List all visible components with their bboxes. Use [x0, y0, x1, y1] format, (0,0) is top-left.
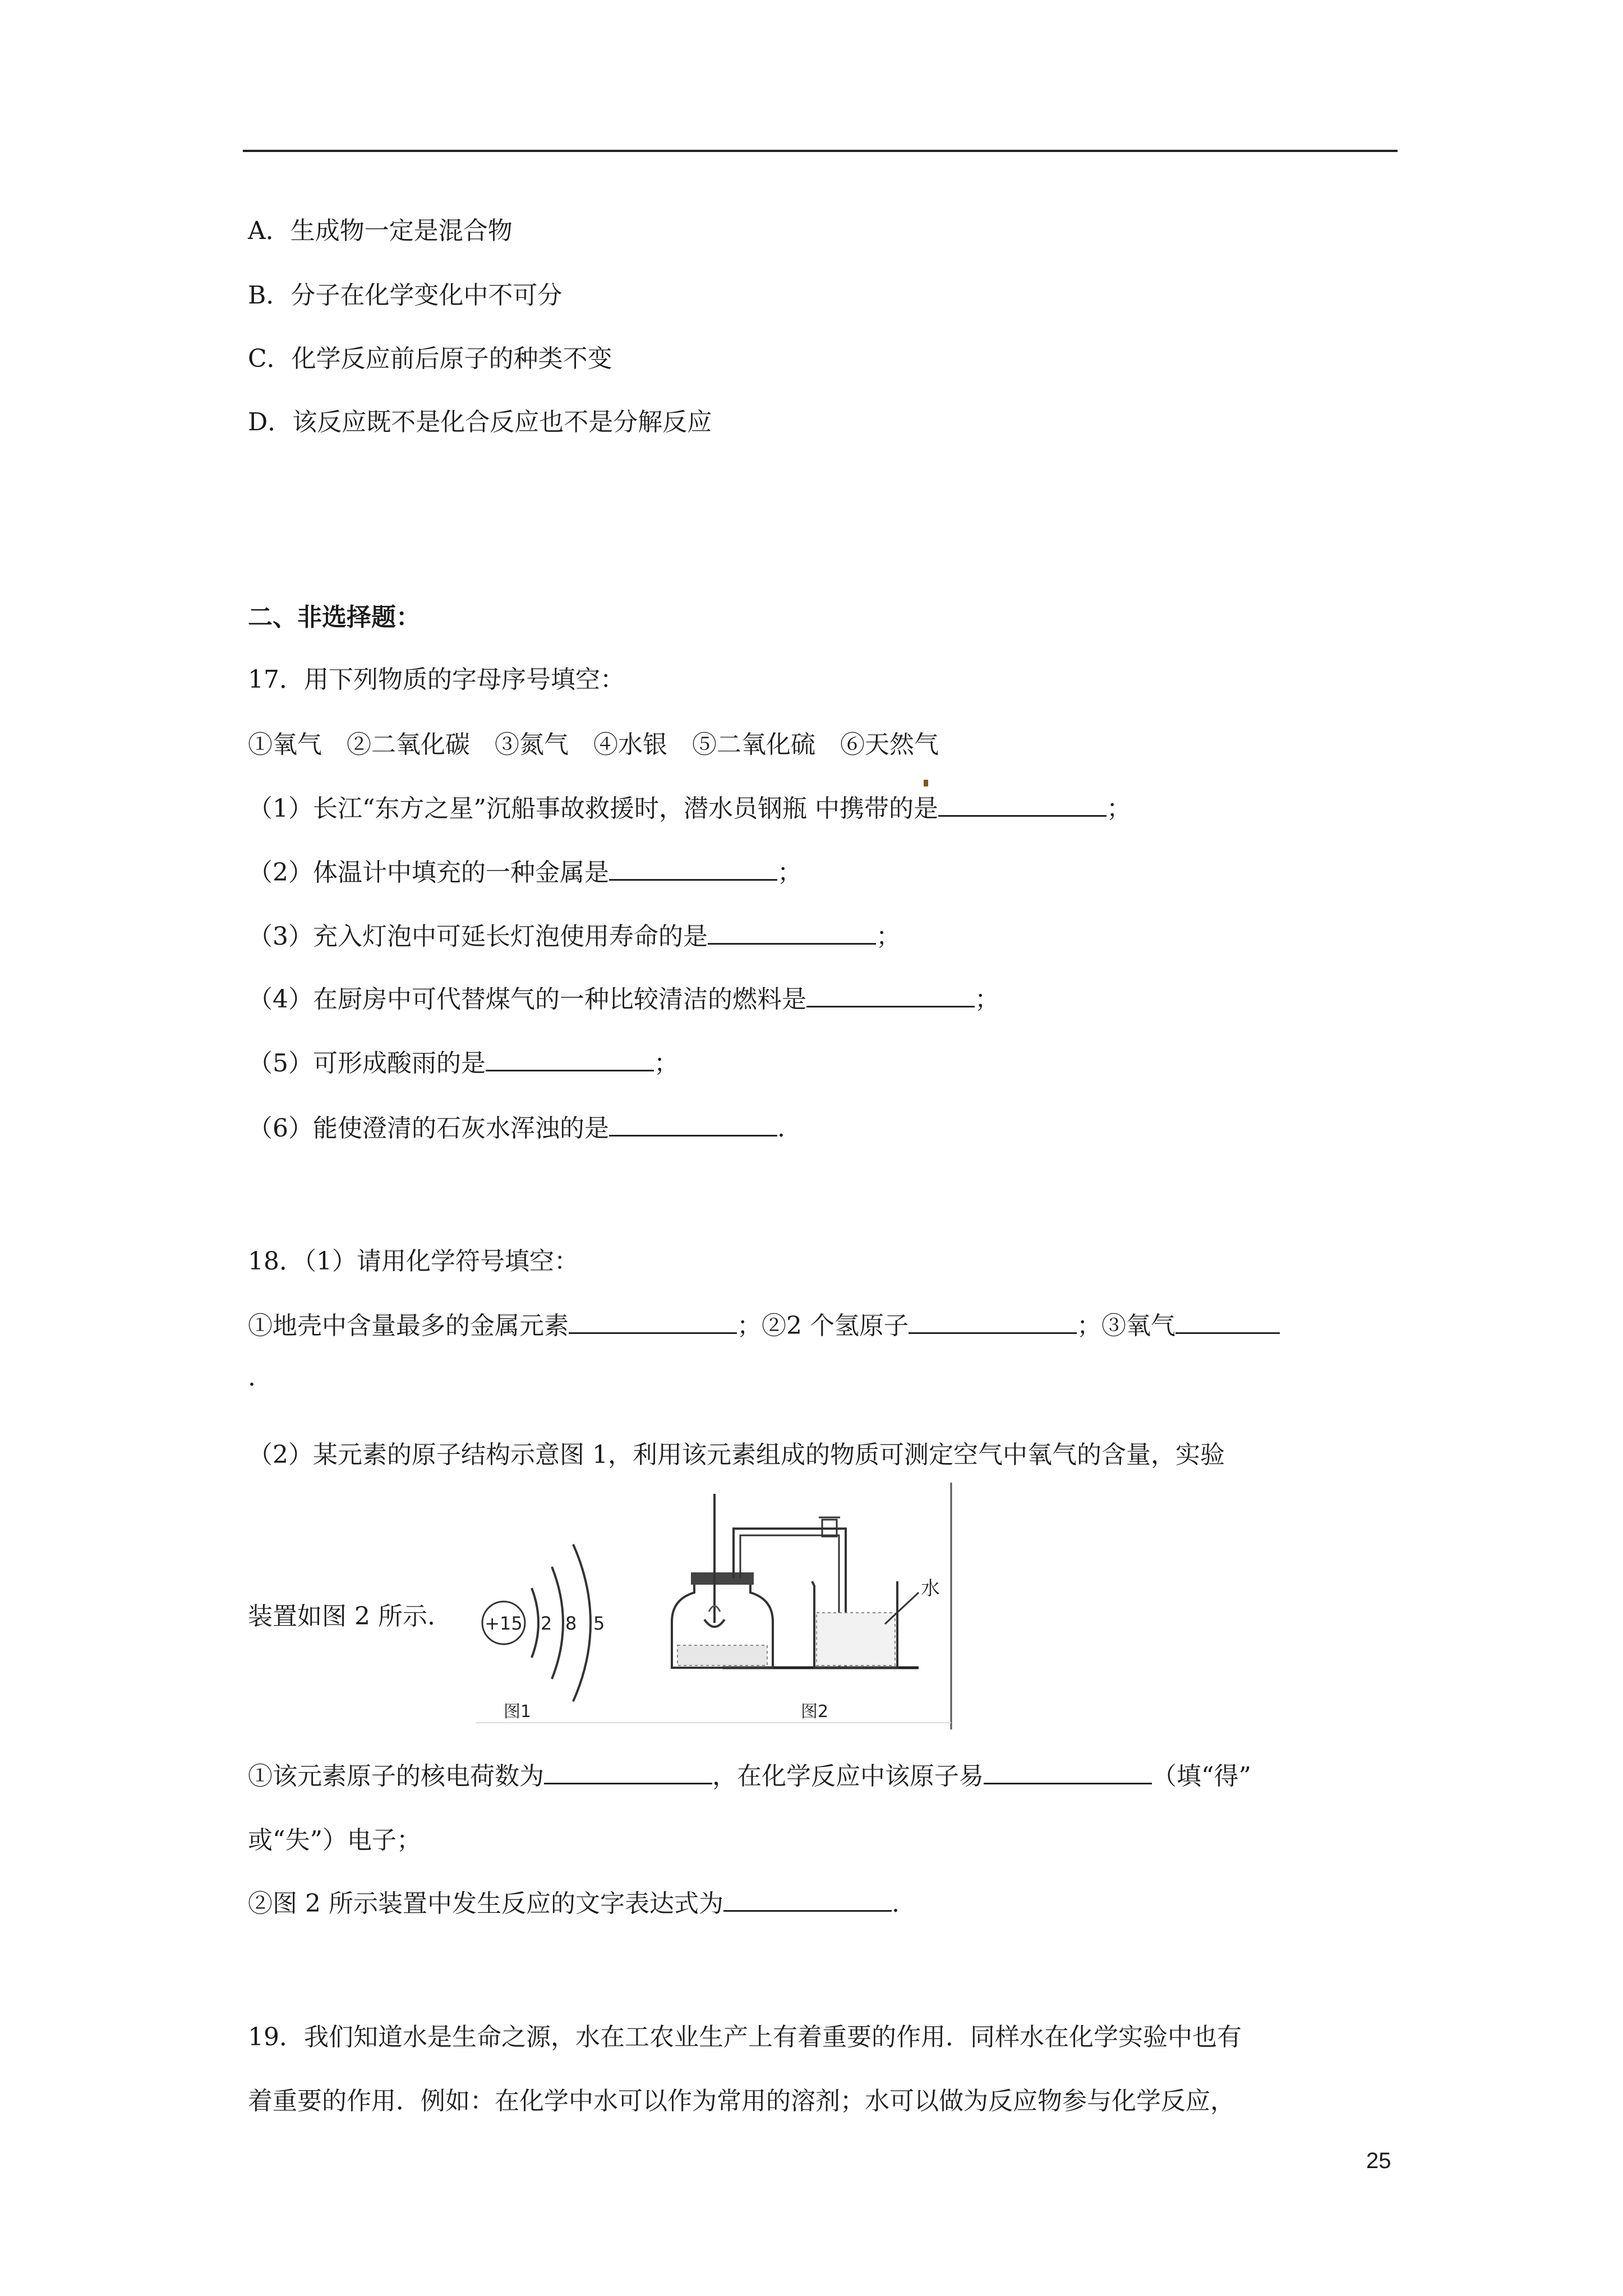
shell-label-2: 8 [565, 1613, 577, 1634]
figure-svg [476, 1483, 953, 1729]
q17-item-4-blank[interactable] [806, 983, 975, 1007]
q17-item-5 [248, 1047, 679, 1080]
q17-item-1 [248, 792, 1131, 826]
q18-sub2-end: . [891, 1889, 900, 1918]
atom-diagram [482, 1544, 605, 1722]
q17-item-6-end: . [777, 1114, 785, 1143]
q18-sub1-text-c: （填“得” [1152, 1762, 1251, 1791]
page-number: 25 [1366, 2148, 1391, 2173]
q17-item-3-text: （3）充入灯泡中可延长灯泡使用寿命的是 [248, 922, 708, 951]
q18-blank-3[interactable] [1175, 1310, 1280, 1334]
q18-blank-4[interactable] [544, 1760, 712, 1784]
q17-item-5-text: （5）可形成酸雨的是 [248, 1049, 486, 1078]
q18-part2: （2）某元素的原子结构示意图 1，利用该元素组成的物质可测定空气中氧气的含量，实验 [248, 1441, 1225, 1469]
q17-item-1-end: ； [1106, 794, 1131, 823]
header-rule [243, 150, 1398, 152]
shell-arc-1 [532, 1588, 538, 1658]
q17-item-6 [248, 1112, 785, 1145]
q17-item-4-end: ； [975, 985, 999, 1014]
option-c: C．化学反应前后原子的种类不变 [248, 344, 612, 373]
q18-l1-text-b: ；②2 个氢原子 [737, 1312, 909, 1340]
q18-l1-text-a: ①地壳中含量最多的金属元素 [248, 1312, 569, 1340]
q18-blank-5[interactable] [984, 1760, 1152, 1784]
q17-item-1-blank[interactable] [938, 793, 1106, 817]
q17-choices: ①氧气 ②二氧化碳 ③氮气 ④水银 ⑤二氧化硫 ⑥天然气 [248, 730, 939, 759]
q18-sub-1-cont: 或“失”）电子； [248, 1826, 421, 1855]
q18-sub2-text: ②图 2 所示装置中发生反应的文字表达式为 [248, 1889, 723, 1918]
q17-item-2 [248, 856, 802, 890]
option-a: A．生成物一定是混合物 [248, 217, 513, 245]
q18-part2-cont: 装置如图 2 所示. [248, 1602, 435, 1631]
q17-item-5-blank[interactable] [486, 1047, 654, 1071]
figure-group [476, 1483, 953, 1729]
q18-sub1-text-b: ，在化学反应中该原子易 [712, 1762, 984, 1791]
water-label: 水 [921, 1577, 940, 1600]
q17-item-2-end: ； [777, 858, 802, 887]
section-title: 二、非选择题： [248, 603, 421, 632]
q19-line-1: 19．我们知道水是生命之源，水在工农业生产上有着重要的作用．同样水在化学实验中也有 [248, 2023, 1242, 2051]
q17-item-3 [248, 920, 901, 954]
stray-mark [924, 780, 928, 786]
water-pointer [885, 1593, 919, 1624]
q17-item-1-text: （1）长江“东方之星”沉船事故救援时，潜水员钢瓶 中携带的是 [248, 794, 938, 823]
option-d: D．该反应既不是化合反应也不是分解反应 [248, 408, 712, 436]
beaker-water [817, 1613, 895, 1665]
q18-line-1-end: . [248, 1363, 256, 1392]
q18-blank-2[interactable] [909, 1310, 1077, 1334]
option-b: B．分子在化学变化中不可分 [248, 281, 562, 310]
q19-line-2: 着重要的作用．例如：在化学中水可以作为常用的溶剂；水可以做为反应物参与化学反应， [248, 2087, 1235, 2115]
shell-label-1: 2 [541, 1613, 552, 1634]
nucleus-label: +15 [485, 1613, 523, 1634]
shell-arc-2 [552, 1567, 563, 1679]
q18-sub-2 [248, 1887, 900, 1921]
fig1-label: 图1 [504, 1702, 532, 1722]
q17-stem: 17．用下列物质的字母序号填空： [248, 665, 625, 694]
q17-item-5-end: ； [654, 1049, 679, 1078]
q18-stem: 18．（1）请用化学符号填空： [248, 1247, 579, 1276]
q17-item-6-blank[interactable] [609, 1112, 777, 1137]
q17-item-4-text: （4）在厨房中可代替煤气的一种比较清洁的燃料是 [248, 985, 806, 1014]
apparatus-diagram [672, 1494, 940, 1722]
q17-item-3-end: ； [876, 922, 901, 951]
q18-line-1 [248, 1309, 1280, 1343]
fig2-label: 图2 [801, 1702, 829, 1722]
q17-item-2-text: （2）体温计中填充的一种金属是 [248, 858, 609, 887]
q17-item-3-blank[interactable] [708, 921, 876, 945]
q17-item-2-blank[interactable] [609, 857, 777, 881]
shell-label-3: 5 [593, 1613, 605, 1634]
q18-blank-6[interactable] [723, 1888, 892, 1912]
q18-sub1-text-a: ①该元素原子的核电荷数为 [248, 1762, 544, 1791]
q18-l1-text-c: ；③氧气 [1076, 1312, 1175, 1340]
q17-item-6-text: （6）能使澄清的石灰水浑浊的是 [248, 1114, 609, 1143]
q18-sub-1 [248, 1760, 1251, 1793]
rubber-stopper [691, 1572, 754, 1585]
jar-water [677, 1645, 767, 1665]
q18-blank-1[interactable] [569, 1310, 737, 1334]
q17-item-4 [248, 983, 999, 1016]
